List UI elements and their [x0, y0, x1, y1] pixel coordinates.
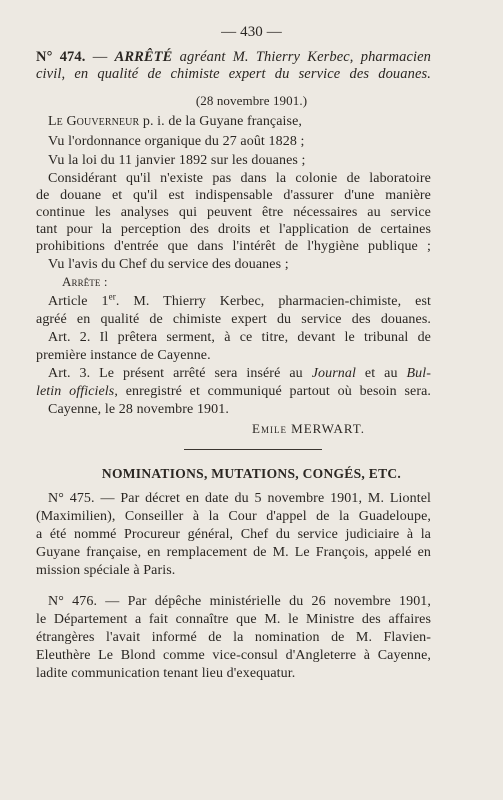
- considerant-line-2: de douane et qu'il est indispensable d'assurer d'une manière: [36, 188, 431, 203]
- considerant-line-4: tant pour la perception des droits et l'application de certaines: [36, 222, 431, 237]
- n476-line-3: étrangères l'avait informé de la nomination de M. Flavien-: [36, 630, 431, 645]
- arrete-heading-line-1: [36, 49, 431, 65]
- article-1-label: Article 1: [48, 294, 109, 309]
- considerant-line-3: continue les analyses qui peuvent être nécessaires au service: [36, 205, 431, 220]
- arrete-heading-text-1: agréant M. Thierry Kerbec, pharmacien: [172, 49, 431, 65]
- vu-avis: Vu l'avis du Chef du service des douanes ;: [48, 257, 289, 272]
- article-3-text-c: , enregistré et communiqué partout où besoin sera.: [114, 384, 431, 399]
- n476-line-2: le Département a fait connaître que M. le Ministre des affaires: [36, 612, 431, 627]
- n475-line-1: N° 475. — Par décret en date du 5 novembre 1901, M. Liontel: [48, 491, 431, 506]
- governor-rest: p. i. de la Guyane française,: [139, 114, 303, 129]
- signature: Emile MERWART.: [252, 421, 365, 436]
- separator-rule: [184, 449, 322, 450]
- arrete-date: (28 novembre 1901.): [195, 93, 308, 108]
- considerant-line-1: Considérant qu'il n'existe pas dans la colonie de laboratoire: [48, 171, 431, 186]
- article-2-line-2: première instance de Cayenne.: [36, 348, 211, 363]
- arrete-number: N° 474.: [36, 49, 86, 65]
- page-number: — 430 —: [221, 24, 282, 40]
- vu-ordonnance: Vu l'ordonnance organique du 27 août 1828 ;: [48, 134, 305, 149]
- place-date: Cayenne, le 28 novembre 1901.: [48, 402, 229, 417]
- article-1-line-2: agréé en qualité de chimiste expert du service des douanes.: [36, 312, 431, 327]
- n475-line-2: (Maximilien), Conseiller à la Cour d'appel de la Guadeloupe,: [36, 509, 431, 524]
- n476-line-5: ladite communication tenant lieu d'exequatur.: [36, 666, 296, 681]
- governor-line: [48, 114, 302, 130]
- n475-line-4: Guyane française, en remplacement de M. Le François, appelé en: [36, 545, 431, 560]
- vu-loi: Vu la loi du 11 janvier 1892 sur les douanes ;: [48, 153, 306, 168]
- article-2-line-1: Art. 2. Il prêtera serment, à ce titre, devant le tribunal de: [48, 330, 431, 345]
- article-3-bulletin-cont: letin officiels: [36, 384, 115, 399]
- section-title: NOMINATIONS, MUTATIONS, CONGÉS, ETC.: [101, 466, 402, 481]
- article-3-journal: Journal: [311, 366, 356, 381]
- arrete-label: Arrête :: [62, 274, 108, 289]
- article-3-text-a: Art. 3. Le présent arrêté sera inséré au: [48, 366, 312, 381]
- n475-line-3: a été nommé Procureur général, Chef du service judiciaire à la: [36, 527, 431, 542]
- article-3-text-b: et au: [355, 366, 407, 381]
- article-3-line-1: [48, 366, 431, 382]
- arrete-title: ARRÊTÉ: [114, 49, 173, 65]
- arrete-heading-line-2: civil, en qualité de chimiste expert du service des douanes.: [36, 66, 431, 82]
- n476-line-4: Eleuthère Le Blond comme vice-consul d'Angleterre à Cayenne,: [36, 648, 431, 663]
- governor-title: Le Gouverneur: [48, 114, 140, 129]
- n476-line-1: N° 476. — Par dépêche ministérielle du 26 novembre 1901,: [48, 594, 431, 609]
- article-1-line-1: [48, 291, 431, 310]
- article-3-line-2: [36, 384, 431, 400]
- article-1-text: . M. Thierry Kerbec, pharmacien-chimiste, est: [115, 294, 431, 309]
- considerant-line-5: prohibitions d'entrée que dans l'intérêt de l'hygiène publique ;: [36, 239, 431, 254]
- article-3-bulletin: Bul-: [406, 366, 431, 381]
- article-1-superscript: er: [108, 291, 116, 302]
- n475-line-5: mission spéciale à Paris.: [36, 563, 176, 578]
- arrete-dash: —: [85, 49, 115, 65]
